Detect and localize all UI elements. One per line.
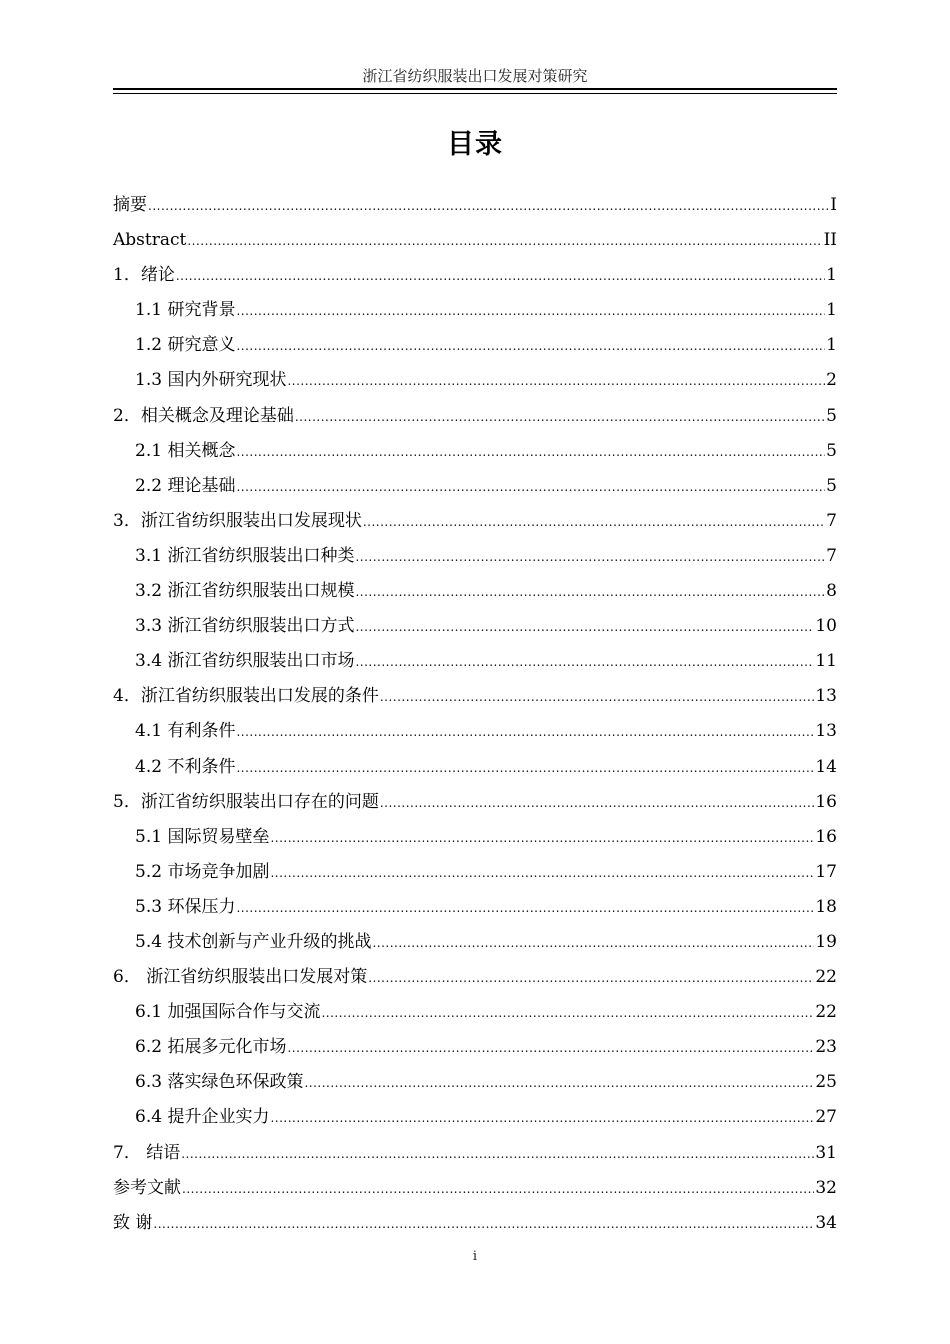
toc-entry[interactable] (113, 434, 837, 469)
toc-entry[interactable] (113, 1136, 837, 1171)
toc-dot-leader (236, 294, 825, 329)
toc-entry[interactable] (113, 363, 837, 398)
toc-entry[interactable] (113, 539, 837, 574)
toc-entry-page-number: 1 (826, 300, 837, 321)
toc-dot-leader (368, 961, 814, 996)
toc-dot-leader (236, 329, 825, 364)
toc-entry-label: 4．浙江省纺织服装出口发展的条件 (113, 686, 379, 707)
toc-entry-page-number: 2 (826, 370, 837, 391)
toc-entry[interactable] (113, 855, 837, 890)
toc-dot-leader (236, 891, 814, 926)
toc-dot-leader (181, 1137, 814, 1172)
toc-entry-label: 3.1 浙江省纺织服装出口种类 (135, 545, 355, 566)
toc-entry-page-number: 22 (815, 1002, 837, 1023)
toc-entry-label: 6． 浙江省纺织服装出口发展对策 (113, 967, 368, 988)
toc-entry-label: 1.2 研究意义 (135, 335, 236, 356)
toc-dot-leader (236, 751, 814, 786)
toc-dot-leader (176, 259, 825, 294)
toc-entry-label: 致 谢 (113, 1212, 153, 1233)
toc-entry[interactable] (113, 995, 837, 1030)
toc-entry-page-number: 7 (826, 510, 837, 531)
toc-entry[interactable] (113, 925, 837, 960)
toc-entry-page-number: 5 (826, 440, 837, 461)
toc-dot-leader (355, 575, 825, 610)
toc-entry-page-number: 7 (826, 545, 837, 566)
toc-entry[interactable] (113, 679, 837, 714)
toc-entry-label: 摘要 (113, 195, 147, 215)
toc-entry-page-number: 10 (815, 616, 837, 637)
toc-entry-page-number: 34 (815, 1212, 837, 1233)
toc-dot-leader (236, 715, 814, 750)
toc-dot-leader (287, 1031, 814, 1066)
toc-entry-label: 1.1 研究背景 (135, 300, 236, 321)
toc-entry[interactable] (113, 785, 837, 820)
toc-dot-leader (287, 364, 825, 399)
toc-entry-label: 3.4 浙江省纺织服装出口市场 (135, 651, 355, 672)
toc-dot-leader (148, 189, 829, 224)
toc-dot-leader (182, 1172, 814, 1207)
toc-entry[interactable] (113, 1030, 837, 1065)
toc-entry-label: 7． 结语 (113, 1142, 181, 1163)
toc-entry[interactable] (113, 574, 837, 609)
toc-dot-leader (355, 610, 814, 645)
toc-entry-label: Abstract (113, 230, 187, 251)
toc-entry-label: 6.4 提升企业实力 (135, 1107, 270, 1128)
toc-entry-label: 2.1 相关概念 (135, 440, 236, 461)
toc-entry[interactable] (113, 399, 837, 434)
toc-entry-label: 4.1 有利条件 (135, 721, 236, 742)
header-rule-thin (113, 93, 837, 94)
toc-entry-label: 1．绪论 (113, 265, 175, 286)
toc-entry-label: 5.2 市场竞争加剧 (135, 861, 270, 882)
toc-entry-label: 1.3 国内外研究现状 (135, 370, 287, 391)
toc-entry[interactable] (113, 714, 837, 749)
toc-entry[interactable] (113, 820, 837, 855)
toc-entry[interactable] (113, 258, 837, 293)
toc-entry-label: 5.3 环保压力 (135, 896, 236, 917)
toc-entry[interactable] (113, 1206, 837, 1241)
toc-entry-label: 6.3 落实绿色环保政策 (135, 1072, 304, 1093)
toc-entry-page-number: 8 (826, 581, 837, 602)
toc-entry-label: 3.3 浙江省纺织服装出口方式 (135, 616, 355, 637)
toc-entry-label: 4.2 不利条件 (135, 756, 236, 777)
toc-dot-leader (236, 435, 825, 470)
toc-entry-page-number: 14 (815, 756, 837, 777)
toc-dot-leader (380, 680, 815, 715)
toc-dot-leader (372, 926, 814, 961)
toc-entry-page-number: 5 (826, 475, 837, 496)
toc-entry[interactable] (113, 609, 837, 644)
toc-dot-leader (236, 470, 825, 505)
toc-entry[interactable] (113, 960, 837, 995)
toc-dot-leader (153, 1207, 814, 1242)
toc-entry-page-number: II (823, 230, 837, 251)
toc-entry[interactable] (113, 890, 837, 925)
toc-entry-label: 3.2 浙江省纺织服装出口规模 (135, 581, 355, 602)
toc-entry[interactable] (113, 644, 837, 679)
toc-entry-label: 5.4 技术创新与产业升级的挑战 (135, 931, 372, 952)
toc-entry-page-number: 13 (815, 721, 837, 742)
toc-entry[interactable] (113, 1065, 837, 1100)
toc-dot-leader (304, 1066, 814, 1101)
page-number: i (472, 1249, 478, 1264)
toc-dot-leader (270, 1101, 814, 1136)
toc-entry-page-number: 22 (815, 967, 837, 988)
toc-dot-leader (355, 540, 825, 575)
toc-entry[interactable] (113, 504, 837, 539)
toc-dot-leader (270, 856, 814, 891)
toc-entry-page-number: 19 (815, 931, 837, 952)
toc-list (113, 188, 837, 1241)
toc-dot-leader (355, 645, 814, 680)
toc-entry-page-number: 16 (815, 791, 837, 812)
toc-entry-label: 2.2 理论基础 (135, 475, 236, 496)
toc-entry-page-number: 16 (815, 826, 837, 847)
toc-entry[interactable] (113, 188, 837, 223)
toc-entry-page-number: 23 (815, 1037, 837, 1058)
toc-entry-page-number: I (830, 195, 837, 215)
toc-entry[interactable] (113, 328, 837, 363)
toc-entry-page-number: 11 (815, 651, 837, 672)
toc-entry-page-number: 32 (815, 1177, 837, 1198)
toc-dot-leader (187, 224, 822, 259)
toc-entry[interactable] (113, 750, 837, 785)
toc-entry-label: 参考文献 (113, 1177, 181, 1198)
toc-dot-leader (295, 400, 825, 435)
toc-entry[interactable] (113, 1171, 837, 1206)
toc-entry-page-number: 17 (815, 861, 837, 882)
toc-entry[interactable] (113, 293, 837, 328)
toc-entry[interactable] (113, 1100, 837, 1135)
toc-entry[interactable] (113, 469, 837, 504)
toc-dot-leader (270, 821, 814, 856)
toc-entry-page-number: 31 (815, 1142, 837, 1163)
toc-dot-leader (363, 505, 825, 540)
toc-entry-label: 5．浙江省纺织服装出口存在的问题 (113, 791, 379, 812)
toc-entry-label: 5.1 国际贸易壁垒 (135, 826, 270, 847)
toc-entry-label: 3．浙江省纺织服装出口发展现状 (113, 510, 362, 531)
running-header: 浙江省纺织服装出口发展对策研究 (362, 67, 588, 85)
toc-entry-page-number: 18 (815, 896, 837, 917)
toc-entry-page-number: 25 (815, 1072, 837, 1093)
toc-entry-page-number: 5 (826, 405, 837, 426)
toc-entry-page-number: 1 (826, 265, 837, 286)
header-rule-thick (113, 88, 837, 90)
toc-entry[interactable] (113, 223, 837, 258)
toc-title: 目录 (447, 129, 503, 160)
toc-entry-page-number: 27 (815, 1107, 837, 1128)
toc-entry-page-number: 1 (826, 335, 837, 356)
toc-entry-page-number: 13 (815, 686, 837, 707)
toc-dot-leader (321, 996, 814, 1031)
toc-dot-leader (380, 786, 815, 821)
toc-entry-label: 2．相关概念及理论基础 (113, 405, 294, 426)
toc-entry-label: 6.2 拓展多元化市场 (135, 1037, 287, 1058)
toc-entry-label: 6.1 加强国际合作与交流 (135, 1002, 321, 1023)
